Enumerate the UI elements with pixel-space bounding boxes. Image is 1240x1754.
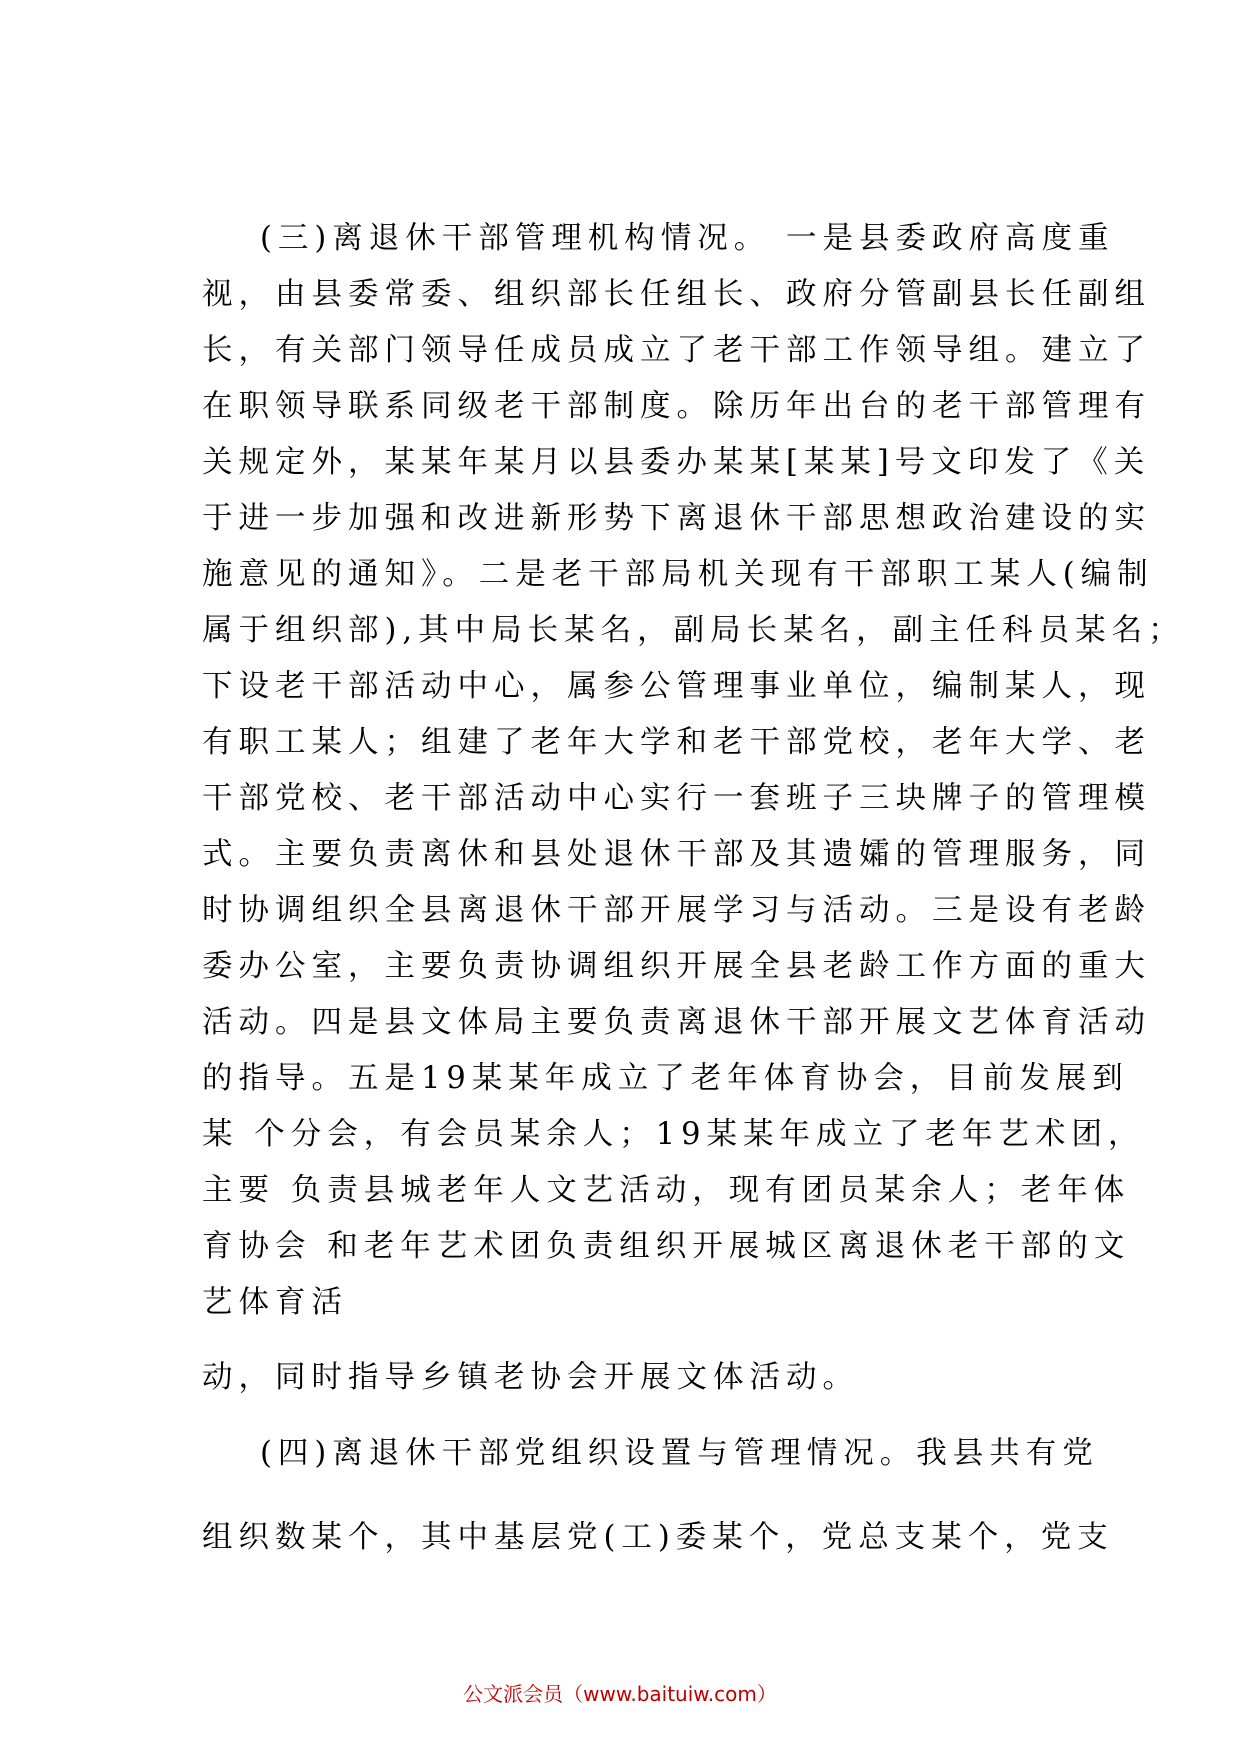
paragraph-3-line-17: 某 个分会，有会员某余人；19某某年成立了老年艺术团， [202, 1117, 1145, 1152]
paragraph-3-line-3: 长，有关部门领导任成员成立了老干部工作领导组。建立了 [202, 333, 1151, 368]
paragraph-3-line-13: 时协调组织全县离退休干部开展学习与活动。三是设有老龄 [202, 893, 1151, 928]
paragraph-3-line-2: 视，由县委常委、组织部长任组长、政府分管副县长任副组 [202, 277, 1151, 312]
paragraph-3-line-5: 关规定外，某某年某月以县委办某某[某某]号文印发了《关 [202, 445, 1151, 480]
paragraph-3-line-21: 动，同时指导乡镇老协会开展文体活动。 [202, 1360, 859, 1395]
paragraph-4-line-1: (四)离退休干部党组织设置与管理情况。我县共有党 [260, 1436, 1099, 1471]
paragraph-3-line-1: (三)离退休干部管理机构情况。 一是县委政府高度重 [260, 221, 1115, 256]
paragraph-4-line-2: 组织数某个，其中基层党(工)委某个，党总支某个，党支 [202, 1520, 1114, 1555]
paragraph-3-line-11: 干部党校、老干部活动中心实行一套班子三块牌子的管理模 [202, 781, 1151, 816]
paragraph-3-line-10: 有职工某人；组建了老年大学和老干部党校，老年大学、老 [202, 725, 1151, 760]
paragraph-3-line-4: 在职领导联系同级老干部制度。除历年出台的老干部管理有 [202, 389, 1151, 424]
paragraph-3-line-6: 于进一步加强和改进新形势下离退休干部思想政治建设的实 [202, 501, 1151, 536]
paragraph-3-line-16: 的指导。五是19某某年成立了老年体育协会，目前发展到 [202, 1061, 1129, 1096]
paragraph-3-line-7: 施意见的通知》。二是老干部局机关现有干部职工某人(编制 [202, 557, 1154, 592]
paragraph-3-line-20: 艺体育活 [202, 1285, 348, 1320]
paragraph-3-line-19: 育协会 和老年艺术团负责组织开展城区离退休老干部的文 [202, 1229, 1131, 1264]
paragraph-3-line-14: 委办公室，主要负责协调组织开展全县老龄工作方面的重大 [202, 949, 1151, 984]
paragraph-3-line-12: 式。主要负责离休和县处退休干部及其遗孀的管理服务，同 [202, 837, 1151, 872]
footer-watermark: 公文派会员（www.baituiw.com） [463, 1682, 777, 1706]
paragraph-3-line-8: 属于组织部),其中局长某名，副局长某名，副主任科员某名； [202, 613, 1185, 648]
paragraph-3-line-15: 活动。四是县文体局主要负责离退休干部开展文艺体育活动 [202, 1005, 1151, 1040]
paragraph-3-line-18: 主要 负责县城老年人文艺活动，现有团员某余人；老年体 [202, 1173, 1131, 1208]
paragraph-3-line-9: 下设老干部活动中心，属参公管理事业单位，编制某人，现 [202, 669, 1151, 704]
